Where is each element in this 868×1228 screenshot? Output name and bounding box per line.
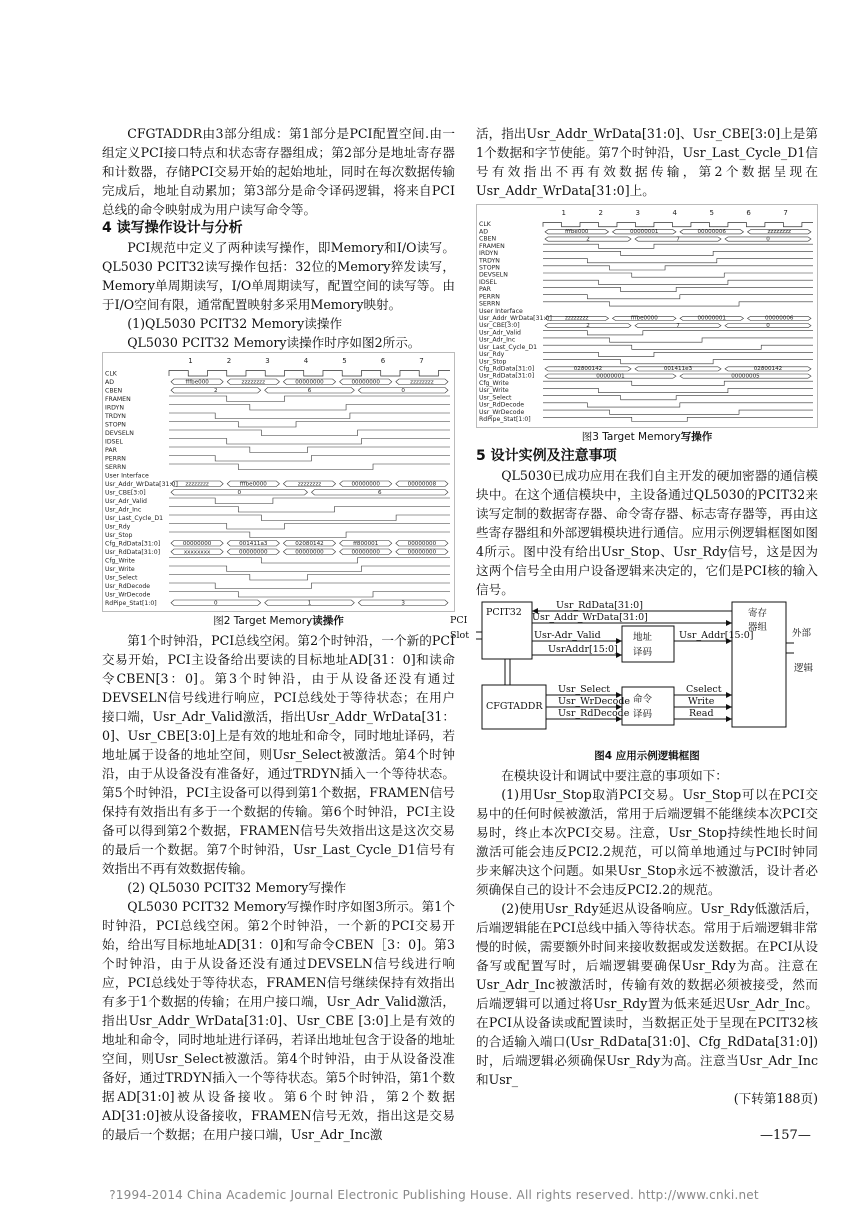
signal-name-label: User Interface: [105, 472, 149, 480]
signal-waveform: [543, 266, 813, 270]
paragraph: CFGTADDR由3部分组成：第1部分是PCI配置空间.由一组定义PCI接口特点和状态寄存器组成；第2部分是地址寄存器和计数器，存储PCI交易开始的起始地址，同时在每次数据传输完成后，地址自动累加；第3部分是命令译码逻辑，将来自PCI总线的命令映射成为用户读写命令等。: [102, 126, 455, 217]
footer-watermark: ?1994-2014 China Academic Journal Electronic Publishing House. All rights reserved. http://www.cnki.net: [109, 1188, 759, 1202]
bus-value-label: 7: [676, 322, 680, 329]
paragraph: (2) QL5030 PCIT32 Memory写操作: [127, 880, 347, 895]
signal-name-label: Cfg_Write: [479, 379, 509, 387]
registers-label-2: 器组: [748, 622, 768, 633]
cselect-label: Cselect: [686, 684, 722, 695]
figure-2-timing-diagram: [102, 352, 455, 612]
bus-value-label: 00000000: [351, 549, 380, 556]
signal-waveform: [169, 456, 450, 462]
paragraph: QL5030已成功应用在我们自主开发的硬加密器的通信模块中。在这个通信模块中，主设备通过QL5030的PCIT32来读写定制的数据寄存器、命令寄存器、标志寄存器等，再由这些寄存器组和外部逻辑模块进行通信。应用示例逻辑框图如图4所示。图中没有给出Usr_Stop、Usr_Rdy信号，这是因为这两个信号全由用户设备逻辑来决定的，它们是PCI核的输入信号。: [476, 468, 818, 597]
pci-slot-label-1: PCI: [450, 615, 468, 626]
paragraph: 活，指出Usr_Addr_WrData[31:0]、Usr_CBE[3:0]上是第1个数据和字节使能。第7个时钟沿，Usr_Last_Cycle_D1信号有效指出不再有效数据传输，第2个数据呈现在Usr_Addr_WrData[31:0]上。: [476, 126, 818, 198]
bus-value-label: 00000000: [351, 379, 380, 386]
signal-waveform: [169, 439, 450, 445]
signal-name-label: Usr_Adr_Valid: [479, 329, 521, 337]
clock-number-label: 3: [265, 357, 270, 365]
signal-waveform: [543, 396, 813, 400]
right-column: [450, 124, 818, 1108]
paragraph: 在模块设计和调试中要注意的事项如下：: [501, 768, 728, 783]
bus-value-label: 0: [766, 322, 770, 329]
bus-value-label: 001411a3: [239, 541, 268, 548]
paragraph: 第1个时钟沿，PCI总线空闲。第2个时钟沿，一个新的PCI交易开始，PCI主设备给出要读的目标地址AD[31：0]和读命令CBEN[3：0]。第3个时钟沿，由于从设备还没有通过DEVSELN信号线进行响应，PCI总线处于等待状态；在用户接口端，Usr_Adr_Valid激活，指出Usr_Addr_WrData[31：0]、Usr_CBE[3:0]上是有效的地址和命令，同时地址译码，若地址属于设备的地址空间，则Usr_Select被激活。第4个时钟沿，由于从设备没有准备好，通过TRDYN插入一个等待状态。第5个时钟沿，PCI主设备可以得到第1个数据，FRAMEN信号保持有效指出有多于一个数据的传输。第6个时钟沿，PCI主设备可以得到第2个数据，FRAMEN信号失效指出这是这次交易的最后一个数据。第7个时钟沿，Usr_Last_Cycle_D1信号有效指出不再有效数据传输。: [102, 633, 455, 876]
signal-name-label: Usr_Adr_Inc: [479, 336, 516, 344]
signal-name-label: Cfg_Write: [105, 557, 135, 565]
signal-name-label: Usr_Addr_WrData[31:0]: [105, 481, 178, 488]
bus-value-label: 1: [307, 600, 312, 607]
bus-value-label: fffbe0000: [239, 481, 267, 488]
bus-value-label: zzzzzzzz: [297, 481, 322, 488]
signal-waveform: [543, 331, 813, 335]
figure-3-timing-diagram: [476, 204, 818, 428]
bus-value-label: fffbe0000: [630, 315, 658, 322]
signal-name-label: Usr_Addr_WrData[31:0]: [479, 315, 552, 322]
bus-value-label: fffbe000: [565, 229, 589, 236]
signal-waveform: [169, 430, 450, 436]
figure-4-caption: 图4 应用示例逻辑框图: [594, 750, 700, 762]
external-logic-label-1: 外部: [792, 628, 812, 639]
bus-value-label: ff800001: [353, 541, 379, 548]
signal-waveform: [543, 381, 813, 385]
signal-waveform: [169, 405, 450, 411]
signal-waveform: [169, 464, 450, 470]
signal-name-label: Usr_Adr_Inc: [105, 506, 142, 514]
clock-waveform: [169, 371, 450, 377]
signal-name-label: SERRN: [479, 300, 501, 308]
signal-name-label: Usr_Select: [479, 394, 512, 402]
pci-slot-label-2: Slot: [450, 630, 470, 641]
signal-name-label: AD: [105, 379, 114, 386]
signal-name-label: PERRN: [105, 455, 126, 463]
bus-value-label: xxxxxxxx: [183, 549, 211, 556]
signal-name-label: Usr_RdData[31:0]: [105, 549, 161, 556]
bus-value-label: 00000000: [182, 541, 212, 548]
section-heading-4: 4 读写操作设计与分析: [102, 220, 243, 236]
addr-decode-label-1: 地址: [633, 632, 653, 643]
signal-name-label: Usr_Write: [479, 387, 509, 395]
bus-value-label: 02800142: [753, 366, 783, 373]
signal-waveform: [543, 244, 813, 248]
bus-value-label: 02080142: [295, 541, 324, 548]
signal-name-label: Usr_Rdy: [479, 351, 505, 359]
bus-value-label: fffbe000: [185, 379, 209, 386]
pcit32-label: PCIT32: [486, 607, 522, 618]
signal-waveform: [169, 515, 450, 521]
clock-number-label: 4: [303, 357, 309, 365]
cfgtaddr-label: CFGTADDR: [486, 701, 543, 712]
signal-name-label: Usr_Last_Cycle_D1: [479, 343, 538, 351]
bus-value-label: 2: [586, 322, 590, 329]
signal-name-label: Usr_CBE[3:0]: [479, 322, 520, 330]
bus-value-label: 00000000: [239, 549, 268, 556]
signal-waveform: [169, 498, 450, 504]
signal-name-label: IDSEL: [105, 438, 123, 446]
clock-number-label: 7: [419, 357, 424, 365]
signal-waveform: [169, 413, 450, 419]
signal-name-label: IRDYN: [479, 250, 498, 258]
register-block: [732, 602, 786, 727]
usraddr-label: UsrAddr[15:0]: [548, 644, 618, 655]
figure-3-caption: 图3 Target Memory写操作: [581, 431, 713, 443]
signal-waveform: [169, 592, 450, 598]
signal-waveform: [543, 403, 813, 407]
signal-name-label: PAR: [105, 447, 117, 454]
section-heading-5: 5 设计实例及注意事项: [476, 448, 617, 464]
clock-number-label: 7: [783, 209, 788, 217]
bus-value-label: 6: [377, 490, 382, 497]
signal-name-label: Usr_Select: [105, 574, 138, 582]
clock-number-label: 5: [709, 209, 714, 217]
clock-number-label: 6: [380, 357, 386, 365]
signal-name-label: Usr_Last_Cycle_D1: [105, 515, 164, 522]
signal-waveform: [543, 417, 813, 421]
signal-waveform: [543, 287, 813, 291]
bus-value-label: 00000008: [407, 481, 437, 488]
signal-waveform: [543, 259, 813, 263]
bus-value-label: 00000000: [295, 549, 324, 556]
paragraph: (2)使用Usr_Rdy延迟从设备响应。Usr_Rdy低激活后，后端逻辑能在PCI总线中插入等待状态。常用于后端逻辑非常慢的时候，需要额外时间来接收数据或发送数据。在PCI从设备写或配置写时，后端逻辑要确保Usr_Rdy为高。注意在Usr_Adr_Inc被激活时，传输有效的数据必须被接受，然而后端逻辑可以通过将Usr_Rdy置为低来延迟Usr_Adr_Inc。在PCI从设备读或配置读时，当数据正处于呈现在PCIT32核的合适输入端口(Usr_RdData[31:0]、Cfg_RdData[31:0])时，后端逻辑必须确保Usr_Rdy为高。注意当Usr_Adr_Inc和Usr_: [476, 901, 818, 1087]
signal-name-label: Usr_Write: [105, 566, 135, 573]
signal-waveform: [169, 422, 450, 428]
clock-waveform: [543, 223, 813, 227]
bus-value-label: zzzzzzzz: [185, 481, 209, 488]
signal-name-label: Usr_WrDecode: [479, 408, 525, 416]
usr-addr-wrdata-label: Usr_Addr_WrData[31:0]: [532, 612, 648, 623]
signal-waveform: [543, 388, 813, 392]
signal-name-label: PAR: [479, 286, 491, 294]
usr-select-label: Usr_Select: [558, 684, 611, 695]
signal-name-label: Usr_CBE[3:0]: [105, 489, 146, 497]
usr-rddecode-label: Usr_RdDecode: [558, 708, 630, 719]
clock-number-label: 6: [746, 209, 751, 217]
bus-value-label: zzzzzzzz: [241, 379, 266, 386]
signal-waveform: [169, 558, 450, 564]
signal-name-label: TRDYN: [105, 413, 126, 420]
signal-waveform: [543, 302, 813, 306]
signal-name-label: Usr_Stop: [479, 358, 507, 366]
bus-value-label: 3: [401, 600, 405, 607]
paragraph: (1)QL5030 PCIT32 Memory读操作: [127, 316, 343, 331]
signal-name-label: RdPipe_Stat[1:0]: [105, 600, 157, 607]
signal-name-label: Usr_Adr_Valid: [105, 498, 147, 505]
bus-value-label: 00000000: [351, 481, 380, 488]
bus-value-label: 00000005: [731, 373, 760, 380]
bus-value-label: zzzzzzzz: [565, 315, 589, 322]
paragraph: QL5030 PCIT32 Memory写操作时序如图3所示。第1个时钟沿，PCI总线空闲。第2个时钟沿，一个新的PCI交易开始，给出写目标地址AD[31：0]和写命令CBEN［3：0]。第3个时钟沿，由于从设备还没有通过DEVSELN信号线进行响应，PCI总线处于等待状态，FRAMEN信号继续保持有效指出有多于1个数据的传输；在用户接口端，Usr_Adr_Valid激活，指出Usr_Addr_WrData[31:0]、Usr_CBE [3:0]上是有效的地址和命令，同时地址进行译码，若译出地址包含于设备的地址空间，则Usr_Select被激活。第4个时钟沿，由于从设备没准备好，通过TRDYN插入一个等待状态。第5个时钟沿，第1个数据AD[31:0]被从设备接收。第6个时钟沿，第2个数据AD[31:0]被从设备接收，FRAMEN信号无效，指出这是交易的最后一个数据；在用户接口端，Usr_Adr_Inc激: [102, 899, 455, 1142]
bus-value-label: 00000001: [630, 229, 659, 236]
clock-number-label: 5: [342, 357, 347, 365]
external-logic-label-2: 逻辑: [794, 663, 814, 674]
page-number: —157—: [760, 1128, 811, 1143]
clock-number-label: 2: [226, 357, 232, 365]
signal-name-label: STOPN: [479, 264, 500, 272]
clock-number-label: 4: [672, 209, 677, 217]
signal-waveform: [169, 575, 450, 581]
usr-wrdecode-label: Usr_WrDecode: [558, 696, 631, 707]
bus-value-label: 00000000: [407, 549, 437, 556]
signal-waveform: [543, 338, 813, 342]
signal-waveform: [169, 532, 450, 538]
registers-label-1: 寄存: [748, 608, 768, 619]
signal-name-label: RdPipe_Stat[1:0]: [479, 416, 531, 423]
signal-waveform: [543, 352, 813, 356]
signal-name-label: CBEN: [105, 387, 123, 395]
bus-value-label: 00000000: [295, 379, 324, 386]
signal-name-label: Cfg_RdData[31:0]: [479, 365, 535, 373]
signal-waveform: [169, 447, 450, 453]
signal-name-label: CLK: [105, 370, 117, 378]
signal-waveform: [543, 273, 813, 277]
addr-decode-label-2: 译码: [633, 647, 653, 658]
signal-waveform: [543, 345, 813, 349]
paragraph: PCI规范中定义了两种读写操作，即Memory和I/O读写。QL5030 PCIT32读写操作包括：32位的Memory猝发读写，Memory单周期读写，I/O单周期读写，配置空间的读写等。由于I/O空间有限，通常配置映射多采用Memory映射。: [102, 240, 455, 312]
signal-name-label: FRAMEN: [105, 396, 131, 403]
signal-name-label: CBEN: [479, 235, 497, 243]
paragraph: QL5030 PCIT32 Memory读操作时序如图2所示。: [127, 335, 421, 350]
write-label: Write: [688, 696, 715, 707]
signal-name-label: IRDYN: [105, 404, 124, 412]
signal-name-label: STOPN: [105, 421, 126, 429]
figure-2-caption: 图2 Target Memory读操作: [213, 615, 344, 627]
signal-waveform: [169, 524, 450, 530]
usr-adr-valid-label: Usr-Adr_Valid: [534, 630, 601, 641]
bus-value-label: 0: [214, 600, 218, 607]
bus-value-label: 2: [586, 236, 590, 243]
signal-name-label: SERRN: [105, 464, 127, 471]
bus-value-label: zzzzzzzz: [410, 379, 434, 386]
signal-waveform: [543, 280, 813, 284]
cmd-decode-label-1: 命令: [633, 694, 653, 705]
bus-value-label: 0: [401, 388, 405, 395]
signal-waveform: [543, 295, 813, 299]
bus-value-label: 6: [307, 388, 312, 395]
bus-value-label: 0: [237, 490, 242, 497]
signal-name-label: User Interface: [479, 307, 523, 315]
signal-name-label: Usr_Stop: [105, 532, 133, 539]
bus-value-label: zzzzzzzz: [767, 229, 791, 236]
bus-value-label: 001411e3: [663, 366, 693, 373]
bus-value-label: 00000001: [697, 315, 726, 322]
bus-value-label: 00000006: [697, 229, 726, 236]
signal-name-label: PERRN: [479, 293, 500, 301]
signal-name-label: Usr_RdDecode: [479, 401, 525, 409]
signal-name-label: Usr_RdDecode: [105, 583, 151, 590]
usr-addr-label: Usr_Addr[15:0]: [679, 630, 754, 641]
bus-value-label: 0: [766, 236, 770, 243]
signal-name-label: TRDYN: [479, 257, 500, 265]
signal-name-label: FRAMEN: [479, 242, 505, 250]
bus-value-label: 02800142: [573, 366, 603, 373]
signal-name-label: CLK: [479, 221, 491, 229]
signal-name-label: Cfg_RdData[31:0]: [105, 540, 161, 548]
signal-name-label: Usr_Rdy: [105, 523, 131, 531]
signal-waveform: [543, 410, 813, 414]
signal-name-label: DEVSELN: [479, 271, 508, 279]
bus-value-label: 7: [676, 236, 680, 243]
left-column: [102, 124, 455, 1144]
bus-value-label: 2: [214, 388, 218, 395]
bus-value-label: 00000006: [765, 315, 794, 322]
paragraph: (1)用Usr_Stop取消PCI交易。Usr_Stop可以在PCI交易中的任何时候被激活，常用于后端逻辑不能继续本次PCI交易时，终止本次PCI交易。注意，Usr_Stop持续性地长时间激活可能会违反PCI2.2规范，可以简单地通过与PCI时钟同步来解决这个问题。如果Usr_Stop永远不被激活，设计者必须确保自己的设计不会违反PCI2.2的规范。: [476, 787, 818, 897]
continued-note: (下转第188页): [733, 1091, 818, 1106]
signal-name-label: Usr_WrDecode: [105, 591, 151, 599]
signal-waveform: [169, 566, 450, 572]
clock-number-label: 2: [598, 209, 603, 217]
clock-number-label: 1: [188, 357, 193, 365]
read-label: Read: [689, 708, 714, 719]
signal-name-label: IDSEL: [479, 278, 497, 286]
signal-waveform: [543, 360, 813, 364]
signal-name-label: AD: [479, 228, 488, 236]
figure-4-block-diagram: [450, 599, 818, 747]
signal-name-label: DEVSELN: [105, 430, 134, 437]
signal-name-label: Usr_RdData[31:0]: [479, 372, 535, 380]
clock-number-label: 1: [561, 209, 566, 217]
signal-waveform: [169, 396, 450, 402]
signal-waveform: [169, 583, 450, 589]
bus-value-label: 00000000: [407, 541, 437, 548]
signal-waveform: [543, 251, 813, 255]
signal-waveform: [169, 507, 450, 513]
usr-rddata-label: Usr_RdData[31:0]: [556, 600, 643, 611]
cmd-decode-label-2: 译码: [633, 709, 653, 720]
bus-value-label: 00000001: [596, 373, 625, 380]
clock-number-label: 3: [635, 209, 640, 217]
